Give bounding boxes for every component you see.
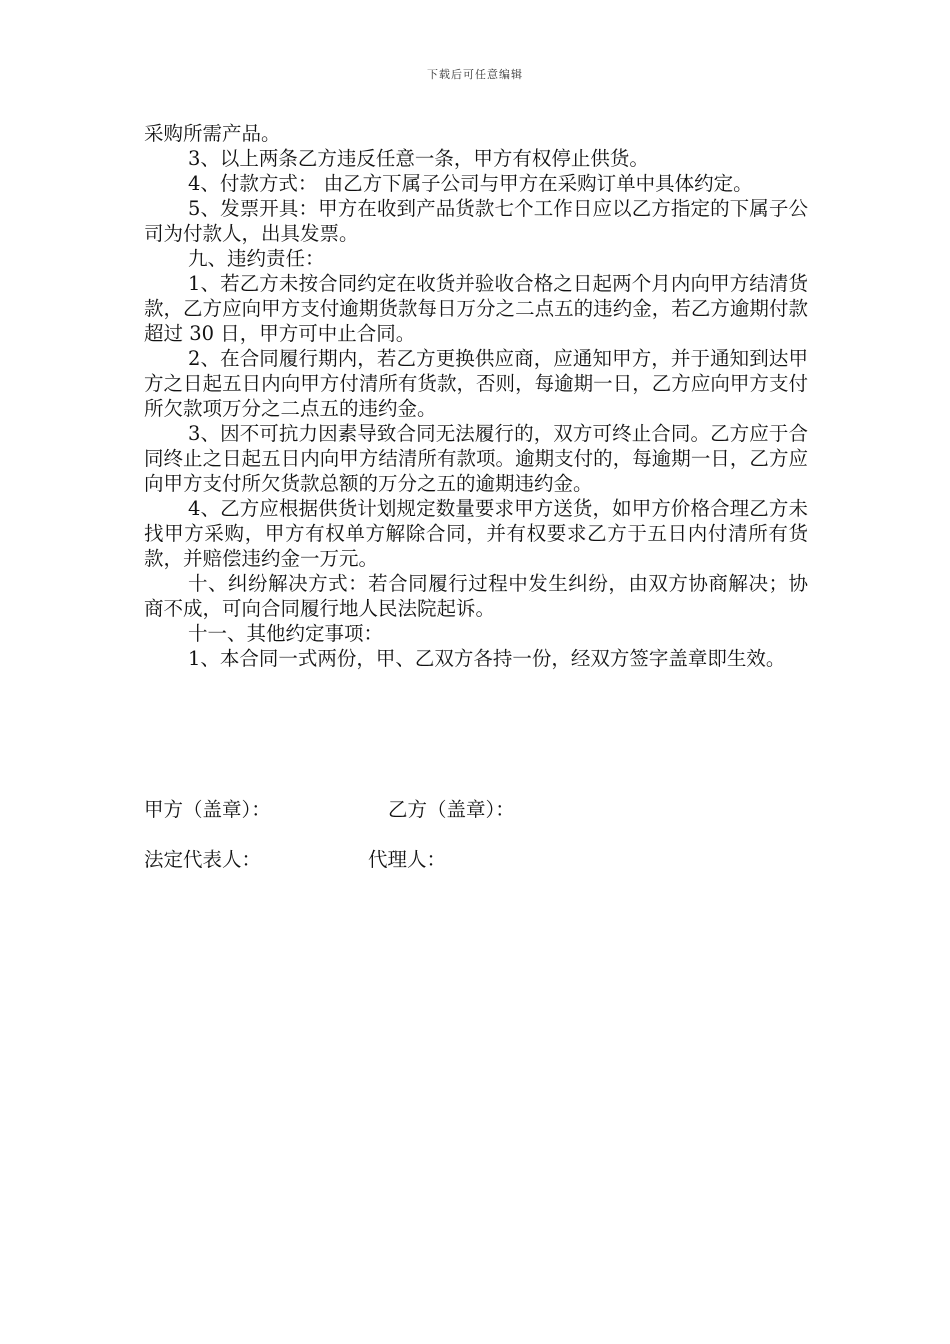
paragraph: 3、因不可抗力因素导致合同无法履行的，双方可终止合同。乙方应于合同终止之日起五日内向甲方结清所有款项。逾期支付的，每逾期一日，乙方应向甲方支付所欠货款总额的万分之五的逾期违约金。 (144, 422, 808, 495)
party-b-seal-label: 乙方（盖章）： (388, 798, 515, 821)
paragraph: 5、发票开具：甲方在收到产品货款七个工作日应以乙方指定的下属子公司为付款人，出具发票。 (144, 197, 808, 245)
header-note: 下载后可任意编辑 (427, 68, 523, 81)
paragraph: 采购所需产品。 (144, 122, 281, 145)
paragraph: 2、在合同履行期内，若乙方更换供应商，应通知甲方，并于通知到达甲方之日起五日内向甲方付清所有货款，否则，每逾期一日，乙方应向甲方支付所欠款项万分之二点五的违约金。 (144, 347, 808, 420)
section-heading: 九、违约责任： (188, 247, 325, 270)
paragraph: 4、付款方式： 由乙方下属子公司与甲方在采购订单中具体约定。 (188, 172, 753, 195)
paragraph: 1、若乙方未按合同约定在收货并验收合格之日起两个月内向甲方结清货款，乙方应向甲方支付逾期货款每日万分之二点五的违约金，若乙方逾期付款超过 30 日，甲方可中止合同。 (144, 272, 808, 345)
paragraph: 1、本合同一式两份，甲、乙双方各持一份，经双方签字盖章即生效。 (188, 647, 786, 670)
party-a-seal-label: 甲方（盖章）： (144, 798, 271, 821)
paragraph: 十、纠纷解决方式：若合同履行过程中发生纠纷，由双方协商解决；协商不成，可向合同履行地人民法院起诉。 (144, 572, 808, 620)
contract-body (144, 121, 808, 671)
paragraph: 4、乙方应根据供货计划规定数量要求甲方送货，如甲方价格合理乙方未找甲方采购，甲方有权单方解除合同，并有权要求乙方于五日内付清所有货款，并赔偿违约金一万元。 (144, 497, 808, 570)
legal-representative-label: 法定代表人： (144, 848, 262, 871)
agent-label: 代理人： (368, 848, 447, 871)
paragraph: 3、以上两条乙方违反任意一条，甲方有权停止供货。 (188, 147, 649, 170)
section-heading: 十一、其他约定事项： (188, 622, 384, 645)
